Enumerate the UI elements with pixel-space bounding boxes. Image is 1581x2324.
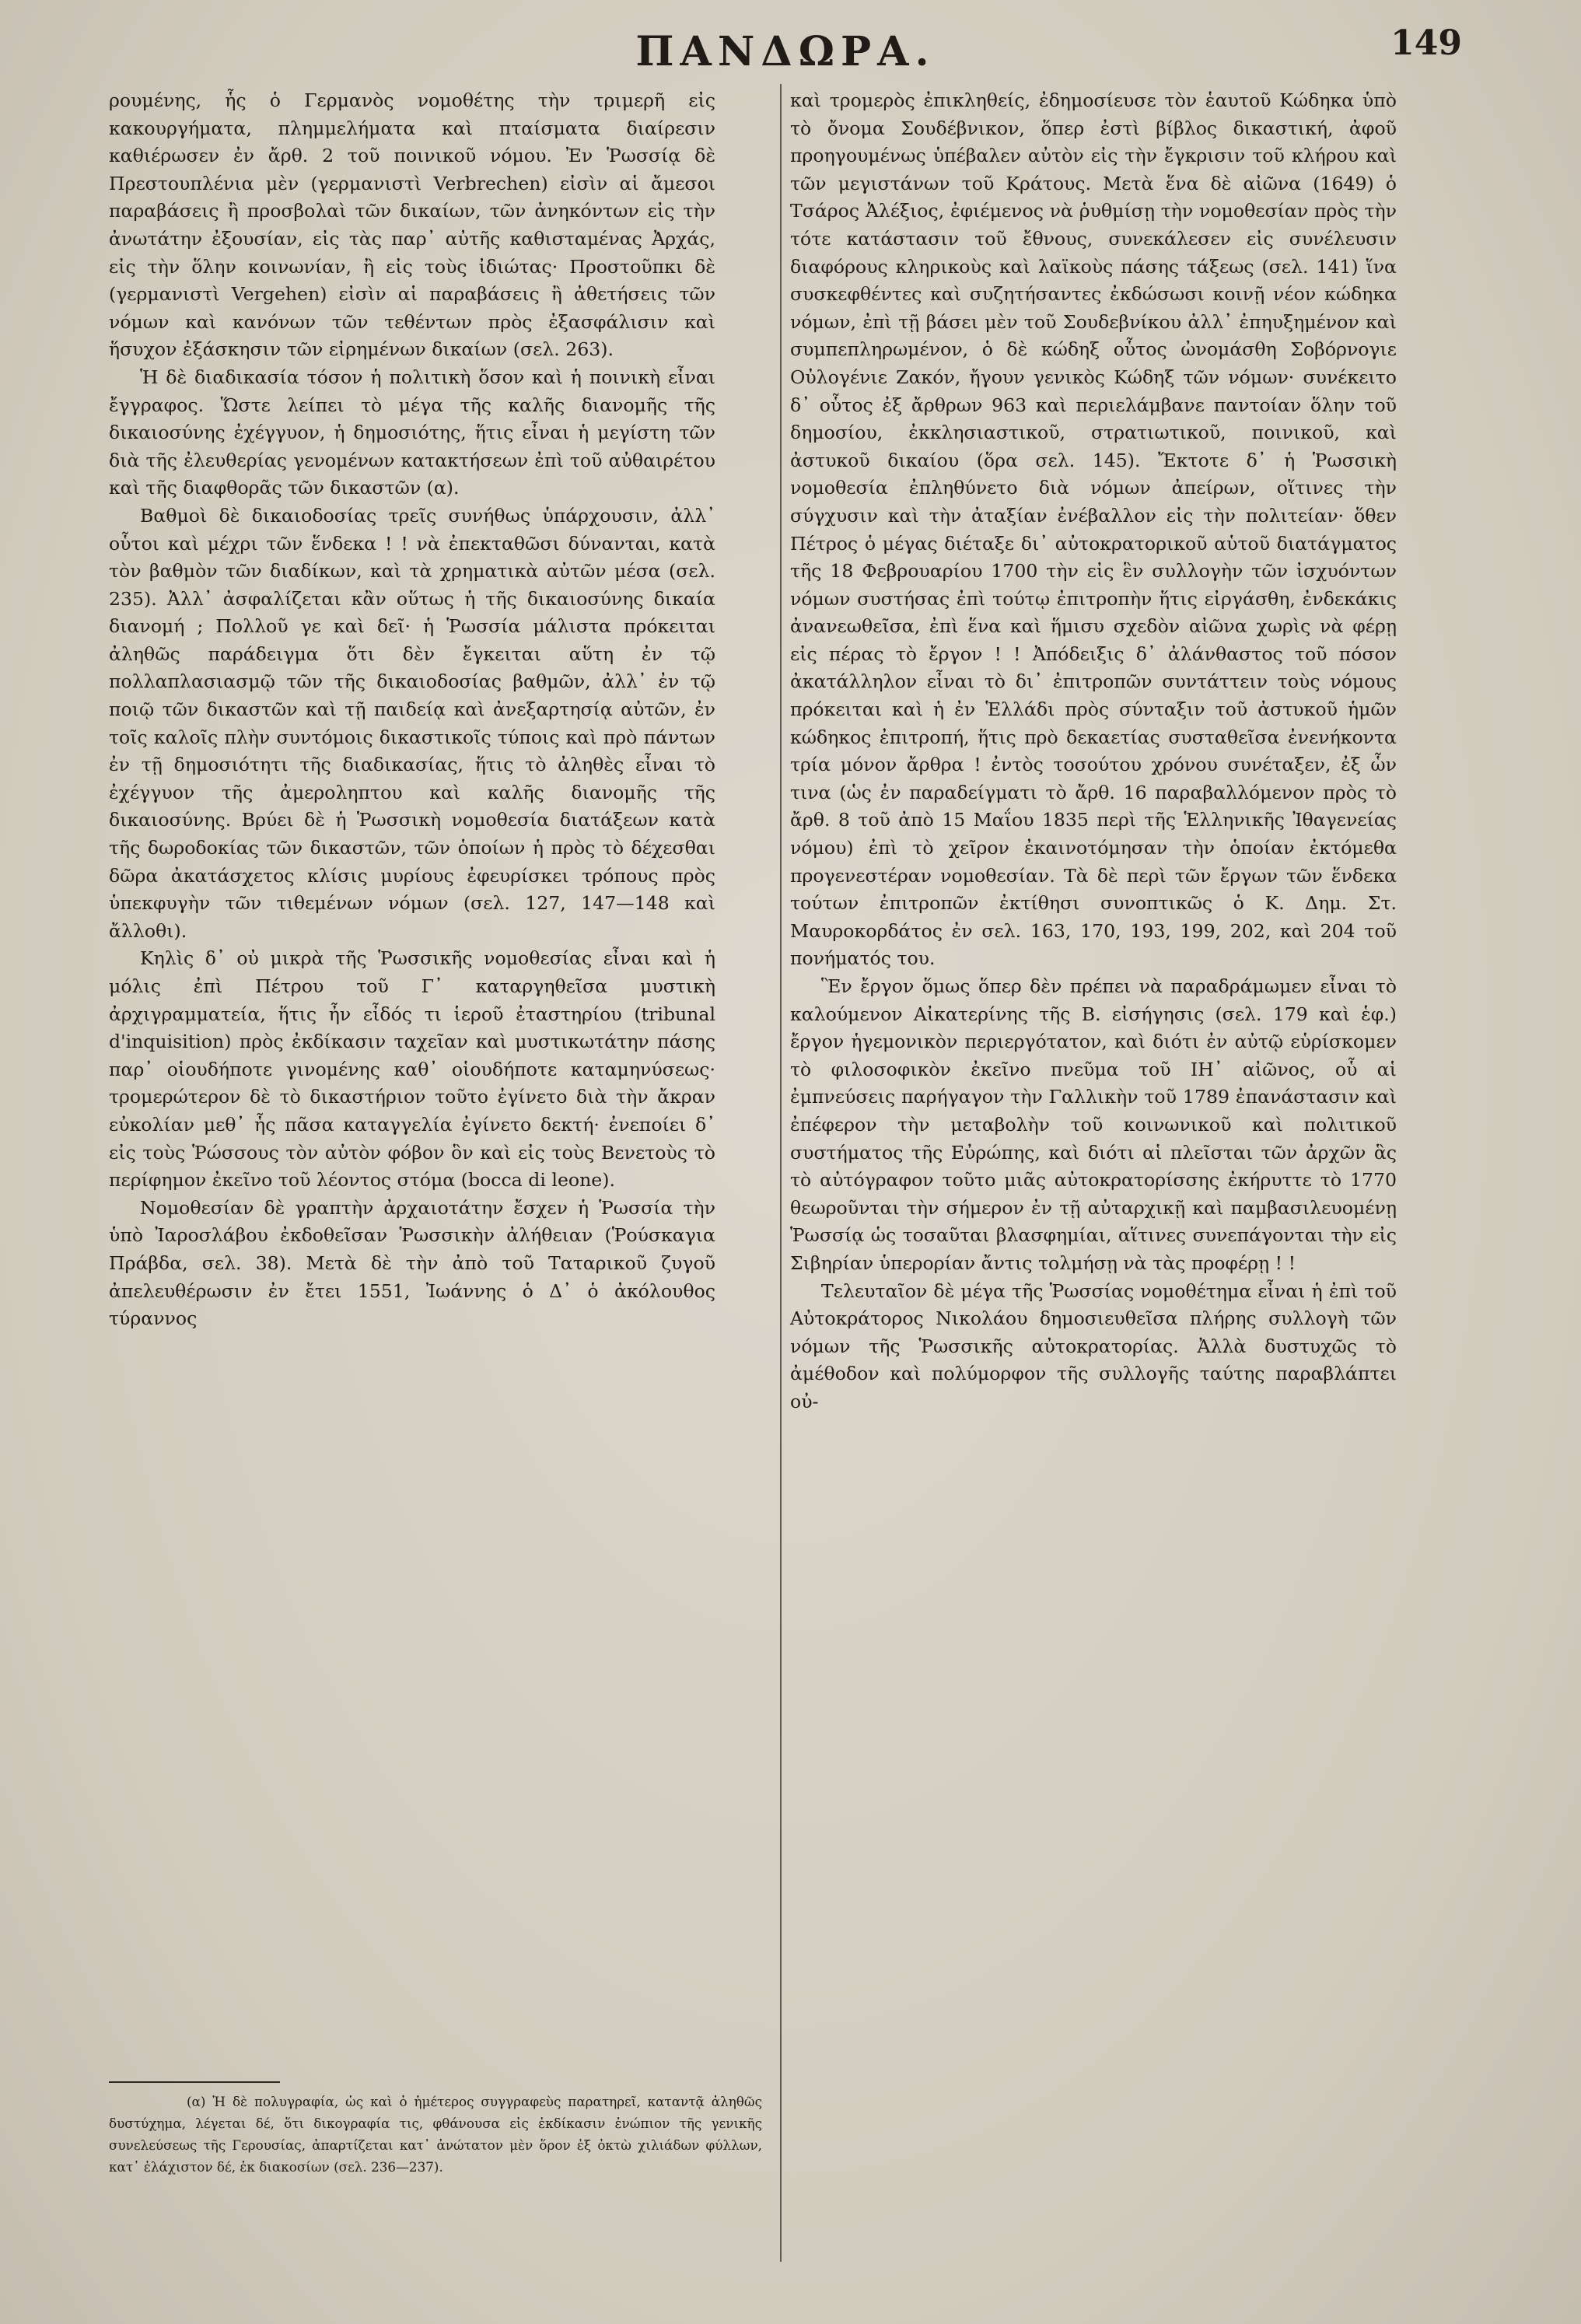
right-paragraph-1: καὶ τρομερὸς ἐπικληθείς, ἐδημοσίευσε τὸν ἑαυτοῦ Κώδηκα ὑπὸ τὸ ὄνομα Σουδέβνικον, ὅπερ ἐστὶ βίβλος δικαστική, ἀφοῦ προηγουμένως ὑπέβαλεν αὐτὸν εἰς τὴν ἔγκρισιν τοῦ κλήρου καὶ τῶν μεγιστάνων τοῦ Κράτους. Μετὰ ἕνα δὲ αἰῶνα (1649) ὁ Τσάρος Ἀλέξιος, ἐφιέμενος νὰ ῥυθμίσῃ τὴν νομοθεσίαν πρὸς τὴν τότε κατάστασιν τοῦ ἔθνους, συνεκάλεσεν εἰς συνέλευσιν διαφόρους κληρικοὺς καὶ λαϊκοὺς πάσης τάξεως (σελ. 141) ἵνα συσκεφθέντες καὶ συζητήσαντες ἐκδώσωσι κοινῇ νέον κώδηκα νόμων, ἐπὶ τῇ βάσει μὲν τοῦ Σουδεβνίκου ἀλλ᾽ ἐπηυξημένον καὶ συμπεπληρωμένον, ὁ δὲ κώδηξ οὗτος ὠνομάσθη Σοβόρνογιε Οὐλογένιε Ζακόν, ἤγουν γενικὸς Κώδηξ τῶν νόμων· συνέκειτο δ᾽ οὗτος ἐξ ἄρθρων 963 καὶ περιελάμβανε παντοίαν ὅλην τοῦ δημοσίου, ἐκκλησιαστικοῦ, στρατιωτικοῦ, ποινικοῦ, καὶ ἀστυκοῦ δικαίου (ὅρα σελ. 145). Ἔκτοτε δ᾽ ἡ Ῥωσσικὴ νομοθεσία ἐπληθύνετο διὰ νόμων ἀπείρων, οἵτινες τὴν σύγχυσιν καὶ τὴν ἀταξίαν ἐνέβαλλον εἰς τὴν πολιτείαν· ὅθεν Πέτρος ὁ μέγας διέταξε δι᾽ αὐτοκρατορικοῦ αὑτοῦ διατάγματος τῆς 18 Φεβρουαρίου 1700 τὴν εἰς ἓν συλλογὴν τῶν ἰσχυόντων νόμων συστήσας ἐπὶ τούτῳ ἐπιτροπὴν ἥτις εἰργάσθη, ἐνδεκάκις ἀνανεωθεῖσα, ἐπὶ ἕνα καὶ ἥμισυ σχεδὸν αἰῶνα χωρὶς νὰ φέρῃ εἰς πέρας τὸ ἔργον ! ! Ἀπόδειξις δ᾽ ἀλάνθαστος τοῦ πόσον ἀκατάλληλον εἶναι τὸ δι᾽ ἐπιτροπῶν συντάττειν τοὺς νόμους πρόκειται καὶ ἡ ἐν Ἑλλάδι πρὸς σύνταξιν τοῦ ἀστυκοῦ ἡμῶν κώδηκος ἐπιτροπή, ἥτις πρὸ δεκαετίας συσταθεῖσα ἐνενήκοντα τρία μόνον ἄρθρα ! ἐντὸς τοσούτου χρόνου συνέταξεν, ἐξ ὧν τινα (ὡς ἐν παραδείγματι τὸ ἄρθ. 16 παραβαλλόμενον πρὸς τὸ ἄρθ. 8 τοῦ ἀπὸ 15 Μαΐου 1835 περὶ τῆς Ἑλληνικῆς Ἰθαγενείας νόμου) ἐπὶ τὸ χεῖρον ἐκαινοτόμησαν τὴν ὁποίαν ἐκτόμεθα προγενεστέραν νομοθεσίαν. Τὰ δὲ περὶ τῶν ἔργων τῶν ἕνδεκα τούτων ἐπιτροπῶν ἐκτίθησι συνοπτικῶς ὁ Κ. Δημ. Στ. Μαυροκορδάτος ἐν σελ. 163, 170, 193, 199, 202, καὶ 204 τοῦ πονήματός του. [790, 89, 1397, 970]
footnote-text: (α) Ἡ δὲ πολυγραφία, ὡς καὶ ὁ ἡμέτερος συγγραφεὺς παρατηρεῖ, καταντᾷ ἀληθῶς δυστύχημα, λέγεται δέ, ὅτι δικογραφία τις, φθάνουσα εἰς ἐκδίκασιν ἐνώπιον τῆς γενικῆς συνελεύσεως τῆς Γερουσίας, ἀπαρτίζεται κατ᾽ ἀνώτατον μὲν ὅρον ἐξ ὀκτὼ χιλιάδων φύλλων, κατ᾽ ἐλάχιστον δέ, ἐκ διακοσίων (σελ. 236—237). [109, 2094, 762, 2175]
left-paragraph-3: Βαθμοὶ δὲ δικαιοδοσίας τρεῖς συνήθως ὑπάρχουσιν, ἀλλ᾽ οὗτοι καὶ μέχρι τῶν ἕνδεκα ! ! νὰ ἐπεκταθῶσι δύνανται, κατὰ τὸν βαθμὸν τῶν διαδίκων, καὶ τὰ χρηματικὰ αὐτῶν μέσα (σελ. 235). Ἀλλ᾽ ἀσφαλίζεται κἂν οὕτως ἡ τῆς δικαιοσύνης δικαία διανομή ; Πολλοῦ γε καὶ δεῖ· ἡ Ῥωσσία μάλιστα πρόκειται ἀληθῶς παράδειγμα ὅτι δὲν ἔγκειται αὕτη ἐν τῷ πολλαπλασιασμῷ τῶν τῆς δικαιοδοσίας βαθμῶν, ἀλλ᾽ ἐν τῷ ποιῷ τῶν δικαστῶν καὶ τῇ παιδείᾳ καὶ ἀνεξαρτησίᾳ αὐτῶν, ἐν τοῖς καλοῖς πλὴν συντόμοις δικαστικοῖς τύποις καὶ πρὸ πάντων ἐν τῇ δημοσιότητι τῆς διαδικασίας, ἥτις τὸ ἀληθὲς εἶναι τὸ ἐχέγγυον τῆς ἀμεροληπτου καὶ καλῆς διανομῆς τῆς δικαιοσύνης. Βρύει δὲ ἡ Ῥωσσικὴ νομοθεσία διατάξεων κατὰ τῆς δωροδοκίας τῶν δικαστῶν, τῶν ὁποίων ἡ πρὸς τὸ δέχεσθαι δῶρα ἀκατάσχετος κλίσις μυρίους ἐφευρίσκει τρόπους πρὸς ὑπεκφυγὴν τῶν τιθεμένων νόμων (σελ. 127, 147—148 καὶ ἄλλοθι). [109, 504, 715, 942]
running-head [0, 20, 1581, 75]
left-paragraph-4: Κηλὶς δ᾽ οὐ μικρὰ τῆς Ῥωσσικῆς νομοθεσίας εἶναι καὶ ἡ μόλις ἐπὶ Πέτρου τοῦ Γ᾽ καταργηθεῖσα μυστικὴ ἀρχιγραμματεία, ἥτις ἦν εἶδός τι ἱεροῦ ἐταστηρίου (tribunal d'inquisition) πρὸς ἐκδίκασιν ταχεῖαν καὶ μυστικωτάτην πάσης παρ᾽ οἱουδήποτε γινομένης καθ᾽ οἱουδήποτε καταμηνύσεως· τρομερώτερον δὲ τὸ δικαστήριον τοῦτο ἐγίνετο διὰ τὴν ἄκραν εὐκολίαν μεθ᾽ ἧς πᾶσα καταγγελία ἐγίνετο δεκτή· ἐνεποίει δ᾽ εἰς τοὺς Ῥώσσους τὸν αὐτὸν φόβον ὃν καὶ εἰς τοὺς Βενετοὺς τὸ περίφημον ἐκεῖνο τοῦ λέοντος στόμα (bocca di leone). [109, 947, 715, 1192]
left-paragraph-2: Ἡ δὲ διαδικασία τόσον ἡ πολιτικὴ ὅσον καὶ ἡ ποινικὴ εἶναι ἔγγραφος. Ὥστε λείπει τὸ μέγα τῆς καλῆς διανομῆς τῆς δικαιοσύνης ἐχέγγυον, ἡ δημοσιότης, ἥτις εἶναι ἡ μεγίστη τῶν διὰ τῆς ἐλευθερίας γενομένων κατακτήσεων ἐπὶ τοῦ αὐθαιρέτου καὶ τῆς διαφθορᾶς τῶν δικαστῶν (α). [109, 366, 715, 499]
right-column [790, 87, 1397, 2312]
left-paragraph-1: ρουμένης, ἧς ὁ Γερμανὸς νομοθέτης τὴν τριμερῆ εἰς κακουργήματα, πλημμελήματα καὶ πταίσματα διαίρεσιν καθιέρωσεν ἐν ἄρθ. 2 τοῦ ποινικοῦ νόμου. Ἐν Ῥωσσίᾳ δὲ Πρεστουπλένια μὲν (γερμανιστὶ Verbrechen) εἰσὶν αἱ ἄμεσοι παραβάσεις ἢ προσβολαὶ τῶν δικαίων, τῶν ἀνηκόντων εἰς τὴν ἀνωτάτην ἐξουσίαν, εἰς τὰς παρ᾽ αὐτῆς καθισταμένας Ἀρχάς, εἰς τὴν ὅλην κοινωνίαν, ἢ εἰς τοὺς ἰδιώτας· Προστοῦπκι δὲ (γερμανιστὶ Vergehen) εἰσὶν αἱ παραβάσεις ἢ ἀθετήσεις τῶν νόμων καὶ κανόνων τῶν τεθέντων πρὸς ἐξασφάλισιν καὶ ἥσυχον ἐξάσκησιν τῶν εἰρημένων δικαίων (σελ. 263). [109, 89, 715, 361]
right-paragraph-2: Ἓν ἔργον ὅμως ὅπερ δὲν πρέπει νὰ παραδράμωμεν εἶναι τὸ καλούμενον Αἰκατερίνης τῆς Β. εἰσήγησις (σελ. 179 καὶ ἑφ.) ἔργον ἡγεμονικὸν περιεργότατον, καὶ διότι ἐν αὐτῷ εὑρίσκομεν τὸ φιλοσοφικὸν ἐκεῖνο πνεῦμα τοῦ ΙΗ᾽ αἰῶνος, οὗ αἱ ἐμπνεύσεις παρήγαγον τὴν Γαλλικὴν τοῦ 1789 ἐπανάστασιν καὶ ἐπέφερον τὴν μεταβολὴν τοῦ κοινωνικοῦ καὶ πολιτικοῦ συστήματος τῆς Εὐρώπης, καὶ διότι αἱ πλεῖσται τῶν ἀρχῶν ἃς τὸ αὐτόγραφον τοῦτο μιᾶς αὐτοκρατορίσσης ἐκήρυττε τὸ 1770 θεωροῦνται τὴν σήμερον ἐν τῇ αὐταρχικῇ καὶ παμβασιλευομένῃ Ῥωσσίᾳ ὡς τοσαῦται βλασφημίαι, αἵτινες συνεπάγονται τὴν εἰς Σιβηρίαν ὑπερορίαν ἄντις τολμήσῃ νὰ τὰς προφέρῃ ! ! [790, 975, 1397, 1274]
page-number: 149 [1390, 23, 1462, 63]
running-title: ΠΑΝΔΩΡΑ. [635, 28, 936, 75]
column-divider [780, 84, 782, 2262]
footnote [109, 2091, 762, 2178]
left-column [109, 87, 715, 1860]
footnote-rule [109, 2081, 280, 2083]
left-paragraph-5: Νομοθεσίαν δὲ γραπτὴν ἀρχαιοτάτην ἔσχεν ἡ Ῥωσσία τὴν ὑπὸ Ἰαροσλάβου ἐκδοθεῖσαν Ῥωσσικὴν ἀλήθειαν (Ῥούσκαγια Πράβδα, σελ. 38). Μετὰ δὲ τὴν ἀπὸ τοῦ Ταταρικοῦ ζυγοῦ ἀπελευθέρωσιν ἐν ἔτει 1551, Ἰωάννης ὁ Δ᾽ ὁ ἀκόλουθος τύραννος [109, 1196, 715, 1330]
right-paragraph-3: Τελευταῖον δὲ μέγα τῆς Ῥωσσίας νομοθέτημα εἶναι ἡ ἐπὶ τοῦ Αὐτοκράτορος Νικολάου δημοσιευθεῖσα πλήρης συλλογὴ τῶν νόμων τῆς Ῥωσσικῆς αὐτοκρατορίας. Ἀλλὰ δυστυχῶς τὸ ἀμέθοδον καὶ πολύμορφον τῆς συλλογῆς ταύτης παραβλάπτει οὐ- [790, 1279, 1397, 1412]
